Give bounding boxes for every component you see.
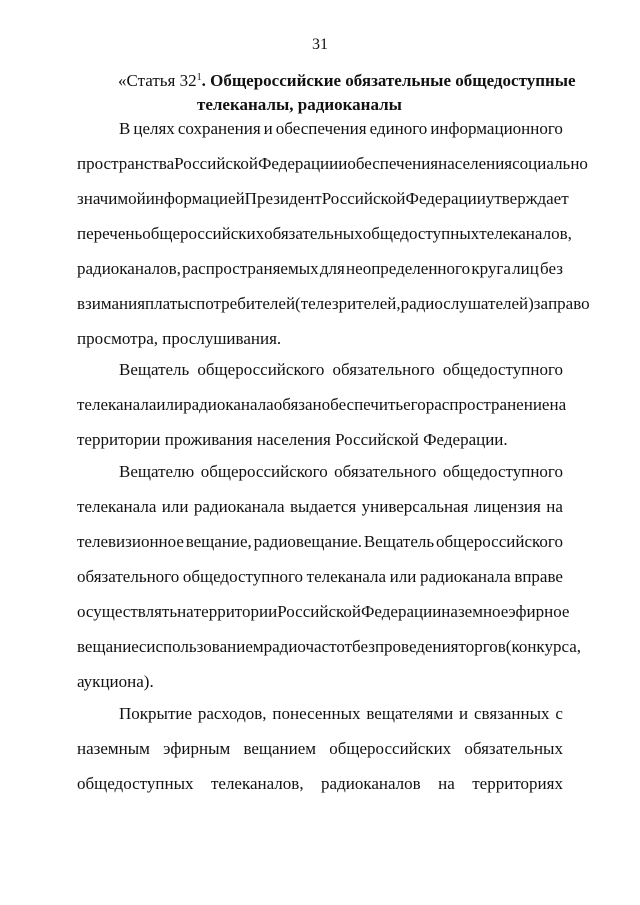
word: и [263, 119, 273, 138]
word: Федерации [257, 154, 339, 173]
word: понесенных [272, 704, 361, 723]
word: с [555, 704, 563, 723]
word: обеспечения [275, 119, 367, 138]
text-line: просмотра, прослушивания. [77, 329, 282, 348]
word: территориях [472, 774, 563, 793]
text-line [77, 489, 563, 524]
article-prefix: «Статья 32 [118, 71, 197, 90]
word: Вещатель [363, 532, 435, 551]
text-line [77, 181, 569, 216]
word: телеканала [77, 395, 157, 414]
word: радиоканалов, [77, 259, 181, 278]
word: сохранения [177, 119, 261, 138]
word: радиоканала [183, 395, 274, 414]
paragraph-1 [77, 111, 590, 356]
text-line [77, 629, 582, 664]
word: радиовещание. [253, 532, 363, 551]
word: обязательного [334, 462, 437, 481]
paragraph-3 [77, 454, 582, 699]
word: лицензия [473, 497, 541, 516]
word: обеспечения [347, 154, 439, 173]
word: право [548, 294, 590, 313]
article-superscript: 1 [196, 72, 202, 83]
text-line [77, 594, 570, 629]
word: за [533, 294, 549, 313]
word: Вещателю [119, 462, 195, 481]
word: вправе [514, 567, 563, 586]
word: лиц [512, 259, 539, 278]
text-line [77, 766, 563, 801]
text-line: территории проживания населения Российской Федерации. [77, 430, 508, 449]
word: распространяемых [182, 259, 319, 278]
article-heading [118, 66, 588, 117]
word: Покрытие [119, 704, 193, 723]
paragraph-2 [77, 352, 567, 457]
word: радиоканала [420, 567, 511, 586]
word: без [540, 259, 563, 278]
word: В [119, 119, 131, 138]
word: телеканалов, [210, 774, 304, 793]
word: или [156, 395, 184, 414]
word: на [438, 774, 455, 793]
word: распространение [425, 395, 550, 414]
word: Федерации [405, 189, 486, 208]
word: обязательных [464, 739, 563, 758]
text-line [77, 111, 563, 146]
article-title-line1: . Общероссийские обязательные общедоступные [201, 71, 576, 90]
word: телеканалов, [479, 224, 572, 243]
word: Федерации [361, 602, 442, 621]
word: использованием [146, 637, 264, 656]
text-line [77, 696, 563, 731]
word: неопределенного [346, 259, 471, 278]
word: проведения [374, 637, 459, 656]
word: торгов [458, 637, 506, 656]
word: общедоступного [442, 462, 563, 481]
word: Президент [244, 189, 322, 208]
word: вещанием [243, 739, 317, 758]
word: единого [369, 119, 428, 138]
word: общедоступных [362, 224, 480, 243]
word: круга [471, 259, 511, 278]
word: потребителей [196, 294, 296, 313]
word: общероссийского [200, 462, 328, 481]
word: телеканала [77, 497, 157, 516]
word: радиослушателей) [400, 294, 534, 313]
word: (телезрителей, [295, 294, 401, 313]
word: универсальная [361, 497, 469, 516]
word: Российской [174, 154, 258, 173]
word: радиоканала [193, 497, 285, 516]
text-line [77, 731, 563, 766]
word: (конкурса, [505, 637, 582, 656]
word: выдается [290, 497, 357, 516]
word: для [319, 259, 345, 278]
word: радиоканалов [321, 774, 421, 793]
word: социально [512, 154, 588, 173]
word: общедоступных [77, 774, 194, 793]
word: пространства [77, 154, 175, 173]
word: платы [145, 294, 189, 313]
text-line [77, 559, 563, 594]
word: наземное [441, 602, 509, 621]
word: взимания [77, 294, 146, 313]
word: общероссийских [329, 739, 452, 758]
text-line [77, 387, 567, 422]
word: и [459, 704, 469, 723]
word: перечень [77, 224, 143, 243]
paragraph-4 [77, 696, 563, 801]
word: или [161, 497, 189, 516]
text-line [77, 216, 572, 251]
word: общероссийских [142, 224, 265, 243]
word: обязательного [332, 360, 435, 379]
word: общедоступного [182, 567, 304, 586]
word: радиочастот [263, 637, 353, 656]
word: Российской [321, 189, 406, 208]
word: телевизионное [77, 532, 184, 551]
word: Российской [277, 602, 361, 621]
word: вещателями [366, 704, 454, 723]
word: телеканала [306, 567, 387, 586]
word: эфирным [163, 739, 231, 758]
text-line [77, 524, 563, 559]
word: вещание, [185, 532, 252, 551]
word: связанных [474, 704, 550, 723]
word: с [188, 294, 197, 313]
text-line: аукциона). [77, 672, 154, 691]
word: населения [438, 154, 513, 173]
word: общероссийского [435, 532, 563, 551]
word: обязательных [264, 224, 363, 243]
word: информацией [145, 189, 245, 208]
word: территории [193, 602, 278, 621]
word: его [403, 395, 426, 414]
word: осуществлять [77, 602, 178, 621]
word: общедоступного [442, 360, 563, 379]
word: обязательного [77, 567, 180, 586]
text-line [77, 454, 563, 489]
article-title-line2: телеканалы, радиоканалы [197, 95, 402, 114]
word: с [138, 637, 147, 656]
word: утверждает [485, 189, 569, 208]
word: Вещатель [119, 360, 190, 379]
text-line [77, 146, 588, 181]
word: обеспечить [321, 395, 404, 414]
page-number: 31 [312, 36, 328, 53]
word: на [177, 602, 194, 621]
word: и [338, 154, 348, 173]
word: эфирное [508, 602, 570, 621]
word: или [389, 567, 417, 586]
text-line [77, 286, 590, 321]
word: общероссийского [197, 360, 325, 379]
word: значимой [77, 189, 146, 208]
word: вещание [77, 637, 139, 656]
word: на [549, 395, 567, 414]
word: наземным [77, 739, 150, 758]
word: без [352, 637, 375, 656]
word: целях [133, 119, 175, 138]
word: информационного [430, 119, 563, 138]
text-line [77, 251, 563, 286]
word: на [546, 497, 563, 516]
text-line [77, 352, 563, 387]
word: расходов, [197, 704, 267, 723]
word: обязан [273, 395, 322, 414]
